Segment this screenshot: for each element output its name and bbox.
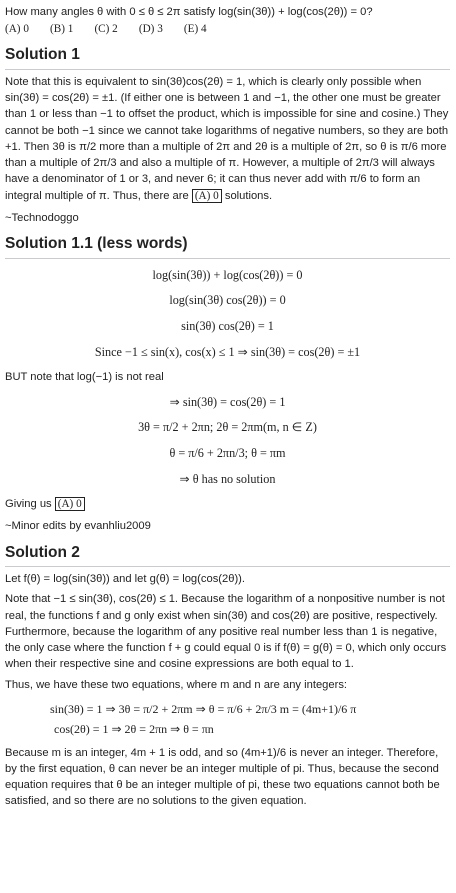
choice-a: (A) 0 xyxy=(5,23,29,36)
solution-2-text: Note that −1 ≤ sin(3θ), cos(2θ) ≤ 1. Because the logarithm of a nonpositive number is not real, the functions f and g only exist when sin(3θ) and cos(2θ) are positive, respectively. Furthermore, because the logarithm of any positive real number less than 1 is negative, the only case where the function f + g could equal 0 is if f(θ) = g(θ) = 0, which only occurs when their respective sine and cosine expressions are both equal to 1. xyxy=(5,593,447,671)
solution-1-text xyxy=(5,74,450,204)
answer-choices xyxy=(5,21,450,37)
equation: log(sin(3θ) cos(2θ)) = 0 xyxy=(169,293,286,308)
giving-us: Giving us xyxy=(5,498,52,511)
choice-d: (D) 3 xyxy=(138,23,163,36)
solution-1-end: solutions. xyxy=(224,189,273,202)
equation: 3θ = π/2 + 2πn; 2θ = 2πm(m, n ∈ Z) xyxy=(138,420,317,435)
solution-2-conclusion: Because m is an integer, 4m + 1 is odd, and so (4m+1)/6 is never an integer. Therefore, by the first equation, θ can never be an integer multiple of pi. Thus, because the second equation requires that θ be an integer multiple of pi, these two equations cannot both be satisfied, and so there are no solutions to the given equation. xyxy=(5,746,440,808)
solution-11-equations xyxy=(5,267,450,362)
equation: Since −1 ≤ sin(x), cos(x) ≤ 1 ⇒ sin(3θ) = cos(2θ) = ±1 xyxy=(94,344,361,359)
solution-11-answer: (A) 0 xyxy=(55,497,85,511)
solution-1-body: Note that this is equivalent to sin(3θ)cos(2θ) = 1, which is clearly only possible when sin(3θ) = cos(2θ) = ±1. (If either one is between 1 and −1, the other one must be greater than 1 or less than −1 to offset the product, which is impossible for sine and cosine.) They cannot be both −1 since we cannot take logarithms of negative numbers, so they are both +1. Then 3θ is π/2 more than a multiple of 2π and 2θ is a multiple of 2π, so θ is π/6 more than a multiple of 2π/3 and also a multiple of π. However, a multiple of 2π/3 will always have a denominator of 1 or 3, and never 6; it can thus never add with π/6 to form an integral multiple of π. Thus, there are xyxy=(5,75,449,202)
solution-1-author: ~Technodoggo xyxy=(5,211,79,224)
choice-b: (B) 1 xyxy=(50,23,74,36)
solution-1-answer: (A) 0 xyxy=(192,189,222,203)
equation: ⇒ sin(3θ) = cos(2θ) = 1 xyxy=(169,394,286,409)
choice-e: (E) 4 xyxy=(183,23,207,36)
solution-11-author: ~Minor edits by evanhliu2009 xyxy=(5,520,151,533)
solution-2-system xyxy=(50,701,450,739)
solution-2-heading: Solution 2 xyxy=(5,542,450,567)
equation: θ = π/6 + 2πn/3; θ = πm xyxy=(169,445,286,460)
equation: log(sin(3θ)) + log(cos(2θ)) = 0 xyxy=(152,267,303,282)
solution-11-result xyxy=(5,496,450,512)
solution-11-note: BUT note that log(−1) is not real xyxy=(5,371,164,384)
solution-11-heading: Solution 1.1 (less words) xyxy=(5,233,450,258)
equation: sin(3θ) cos(2θ) = 1 xyxy=(181,318,274,333)
problem-statement: How many angles θ with 0 ≤ θ ≤ 2π satisfy log(sin(3θ)) + log(cos(2θ)) = 0? xyxy=(5,6,373,18)
choice-c: (C) 2 xyxy=(94,23,118,36)
solution-1-heading: Solution 1 xyxy=(5,44,450,69)
equation: cos(2θ) = 1 ⇒ 2θ = 2πn ⇒ θ = πn xyxy=(54,722,214,737)
equation: ⇒ θ has no solution xyxy=(179,471,276,486)
solution-11-equations-2 xyxy=(5,394,450,489)
solution-2-intro: Let f(θ) = log(sin(3θ)) and let g(θ) = log(cos(2θ)). xyxy=(5,573,246,586)
solution-2-setup: Thus, we have these two equations, where m and n are any integers: xyxy=(5,678,348,691)
equation: sin(3θ) = 1 ⇒ 3θ = π/2 + 2πm ⇒ θ = π/6 + 2π/3 m = (4m+1)/6 π xyxy=(50,701,357,716)
